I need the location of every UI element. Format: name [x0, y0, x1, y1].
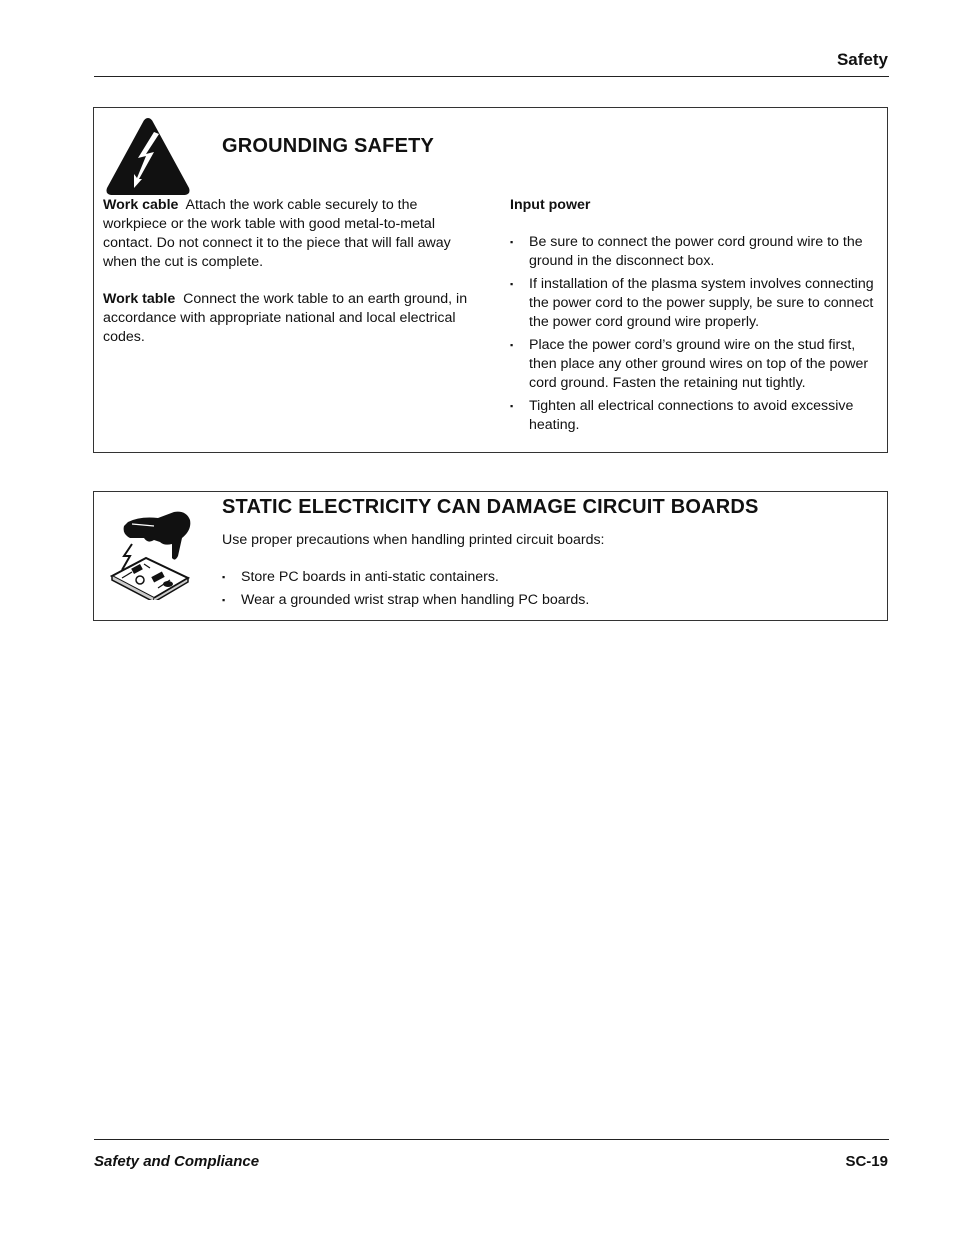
work-table-text: Connect the work table to an earth ground, in accordance with appropriate national and local electrical codes.	[103, 291, 468, 345]
grounding-safety-title: GROUNDING SAFETY	[222, 135, 435, 157]
static-electricity-title: STATIC ELECTRICITY CAN DAMAGE CIRCUIT BOARDS	[222, 496, 759, 518]
page-number: SC-19	[845, 1153, 888, 1170]
list-item: ▪ Place the power cord’s ground wire on the stud first, then place any other ground wires on top of the power cord ground. Fasten the retaining nut tightly.	[510, 336, 882, 393]
footer-document-title: Safety and Compliance	[94, 1153, 260, 1170]
list-item: ▪ Tighten all electrical connections to avoid excessive heating.	[510, 397, 882, 435]
work-table-paragraph	[103, 290, 475, 347]
input-power-title: Input power	[510, 197, 591, 213]
work-cable-text: Attach the work cable securely to the workpiece or the work table with good metal-to-metal contact. Do not connect it to the piece that will fall away when the cut is complete.	[103, 197, 451, 270]
input-power-column	[510, 196, 882, 439]
grounding-safety-box	[93, 107, 888, 453]
work-cable-paragraph	[103, 196, 475, 272]
electrical-hazard-warning-icon	[104, 116, 192, 198]
header-rule	[94, 76, 889, 77]
footer-rule	[94, 1139, 889, 1140]
work-cable-label: Work cable	[103, 197, 179, 213]
list-item: ▪ If installation of the plasma system involves connecting the power cord to the power supply, be sure to connect the power cord ground wire properly.	[510, 275, 882, 332]
input-power-list	[510, 233, 882, 435]
static-electricity-box	[93, 491, 888, 621]
list-item: ▪ Store PC boards in anti-static containers.	[222, 568, 862, 587]
grounding-left-column	[103, 196, 475, 365]
static-intro-text: Use proper precautions when handling printed circuit boards:	[222, 532, 605, 548]
page-header-section: Safety	[836, 50, 888, 69]
list-item: ▪ Wear a grounded wrist strap when handling PC boards.	[222, 591, 862, 610]
hand-touching-circuit-board-icon	[110, 508, 200, 600]
list-item: ▪ Be sure to connect the power cord ground wire to the ground in the disconnect box.	[510, 233, 882, 271]
static-precautions-list	[222, 568, 862, 614]
work-table-label: Work table	[103, 291, 176, 307]
